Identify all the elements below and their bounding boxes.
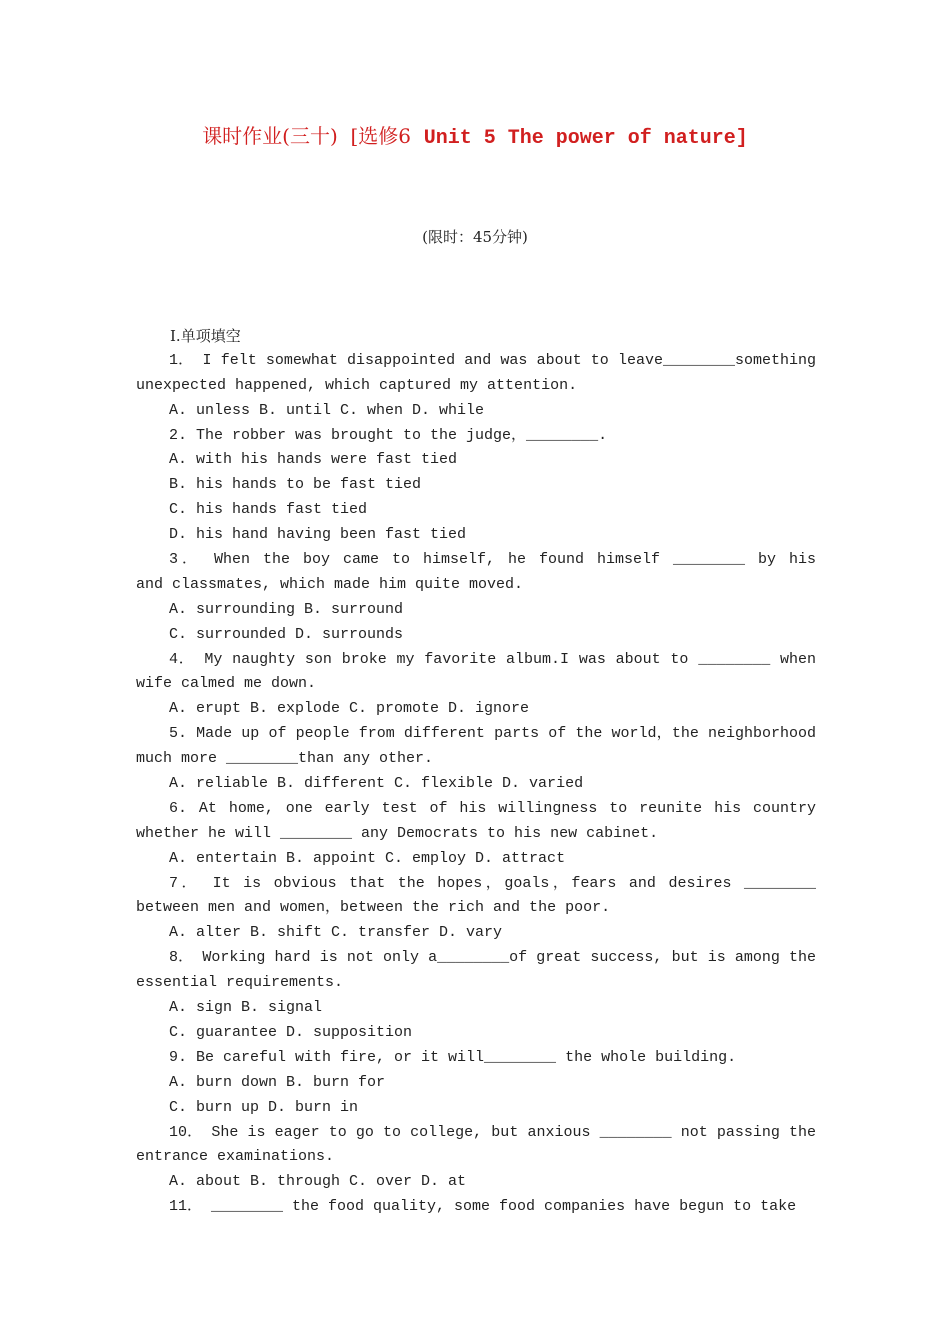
answer-options: A. erupt B. explode C. promote D. ignore — [169, 700, 530, 718]
answer-options: A. burn down B. burn for — [169, 1073, 386, 1091]
title-english: Unit 5 The power of nature] — [423, 127, 748, 150]
exercise-content — [136, 324, 816, 1220]
question-item — [136, 424, 816, 548]
question-stem-continued: wife calmed me down. — [136, 675, 317, 693]
answer-options: A. unless B. until C. when D. while — [169, 401, 485, 419]
question-stem: 9. Be careful with fire, or it will________ the whole building. — [169, 1048, 737, 1066]
answer-options: A. entertain B. appoint C. employ D. attract — [169, 849, 566, 867]
question-stem-continued: between men and women，between the rich and the poor. — [136, 899, 611, 917]
answer-options: C. burn up D. burn in — [169, 1098, 359, 1116]
question-item — [136, 872, 816, 947]
answer-options: B. his hands to be fast tied — [169, 476, 422, 494]
question-stem: 7． It is obvious that the hopes，goals，fears and desires ________ — [169, 874, 816, 892]
question-item — [136, 648, 816, 723]
question-stem: 6. At home, one early test of his willingness to reunite his country — [169, 799, 816, 817]
title-chinese: 课时作业(三十) [选修6 — [202, 124, 424, 148]
question-stem: 8． Working hard is not only a________of great success, but is among the — [169, 949, 816, 967]
question-stem-continued: whether he will ________ any Democrats to his new cabinet. — [136, 824, 659, 842]
question-stem-continued: unexpected happened, which captured my attention. — [136, 376, 578, 394]
section-heading: Ⅰ.单项填空 — [170, 327, 241, 345]
question-item — [136, 1046, 816, 1121]
question-stem: 1． I felt somewhat disappointed and was about to leave________something — [169, 351, 816, 369]
question-stem-continued: essential requirements. — [136, 974, 344, 992]
answer-options: D. his hand having been fast tied — [169, 526, 467, 544]
question-item — [136, 797, 816, 872]
page-title — [0, 120, 950, 150]
question-item — [136, 722, 816, 797]
question-stem: 10． She is eager to go to college, but anxious ________ not passing the — [169, 1123, 816, 1141]
question-item — [136, 1195, 816, 1220]
question-item — [136, 1121, 816, 1196]
answer-options: A. alter B. shift C. transfer D. vary — [169, 924, 503, 942]
question-stem: 4． My naughty son broke my favorite album.I was about to ________ when — [169, 650, 816, 668]
question-item — [136, 548, 816, 648]
question-stem: 11． ________ the food quality, some food companies have begun to take — [169, 1198, 797, 1216]
question-stem-continued: much more ________than any other. — [136, 750, 434, 768]
time-limit: (限时：45分钟) — [422, 228, 528, 246]
question-stem: 3． When the boy came to himself, he found himself ________ by his — [169, 551, 816, 569]
question-stem-continued: and classmates, which made him quite moved. — [136, 575, 524, 593]
answer-options: A. with his hands were fast tied — [169, 451, 458, 469]
answer-options: C. guarantee D. supposition — [169, 1023, 413, 1041]
answer-options: A. reliable B. different C. flexible D. varied — [169, 775, 584, 793]
question-stem: 2. The robber was brought to the judge，________. — [169, 426, 608, 444]
question-item — [136, 349, 816, 424]
question-stem-continued: entrance examinations. — [136, 1148, 335, 1166]
question-item — [136, 946, 816, 1046]
question-stem: 5. Made up of people from different parts of the world，the neighborhood — [169, 725, 816, 743]
answer-options: A. surrounding B. surround — [169, 600, 404, 618]
answer-options: C. his hands fast tied — [169, 501, 368, 519]
answer-options: A. sign B. signal — [169, 999, 323, 1017]
answer-options: C. surrounded D. surrounds — [169, 625, 404, 643]
answer-options: A. about B. through C. over D. at — [169, 1173, 467, 1191]
